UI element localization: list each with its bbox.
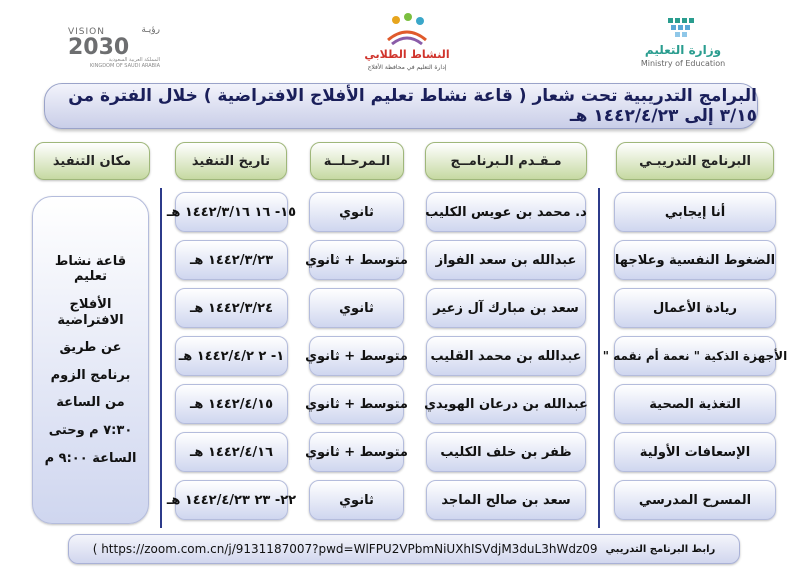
vision-ar-text: رؤيـة — [141, 25, 160, 35]
program-cell: الضغوط النفسية وعلاجها — [614, 240, 776, 280]
header-date: تاريخ التنفيذ — [175, 142, 287, 180]
execution-place-box — [32, 196, 149, 524]
presenter-cell: عبدالله بن سعد الفواز — [426, 240, 586, 280]
moe-en-text: Ministry of Education — [640, 59, 726, 68]
program-link-bar — [68, 534, 740, 564]
program-cell: أنا إيجابي — [614, 192, 776, 232]
presenter-cell: ظفر بن خلف الكليب — [426, 432, 586, 472]
activity-sub-text: إدارة التعليم في محافظة الأفلاج — [367, 64, 447, 71]
place-line: الساعة ٩:٠٠ م — [44, 450, 137, 466]
vision-en-text: VISION — [68, 27, 105, 37]
presenter-cell: عبدالله بن درعان الهويدي — [426, 384, 586, 424]
page-title: البرامج التدريبية تحت شعار ( قاعة نشاط تعليم الأفلاج الافتراضية ) خلال الفترة من ٣/١٥ إلى ١٤٤٢/٤/٢٣ هـ — [44, 83, 758, 129]
column-divider — [160, 188, 162, 528]
place-line: من الساعة — [56, 395, 125, 411]
place-line: قاعة نشاط تعليم — [54, 253, 127, 285]
student-activity-logo — [358, 10, 456, 72]
date-cell: ١٥- ١٦ ١٤٤٢/٣/١٦ هـ — [175, 192, 288, 232]
vision-2030-logo — [66, 22, 162, 68]
stage-cell: ثانوي — [309, 192, 404, 232]
program-cell: التغذية الصحية — [614, 384, 776, 424]
program-cell: المسرح المدرسي — [614, 480, 776, 520]
date-cell: ١٤٤٢/٣/٢٣ هـ — [175, 240, 288, 280]
date-cell: ٢٢- ٢٣ ١٤٤٢/٤/٢٣ هـ — [175, 480, 288, 520]
header-place: مكان التنفيذ — [34, 142, 150, 180]
date-cell: ١٤٤٢/٤/١٥ هـ — [175, 384, 288, 424]
activity-dot-icon — [392, 16, 400, 24]
column-divider — [598, 188, 600, 528]
program-cell: الأجهزة الذكية " نعمة أم نقمه " — [614, 336, 776, 376]
stage-cell: متوسط + ثانوي — [309, 240, 404, 280]
date-cell: ١٤٤٢/٣/٢٤ هـ — [175, 288, 288, 328]
stage-cell: متوسط + ثانوي — [309, 384, 404, 424]
date-cell: ١- ٢ ١٤٤٢/٤/٢ هـ — [175, 336, 288, 376]
stage-cell: متوسط + ثانوي — [309, 336, 404, 376]
zoom-link[interactable]: ( https://zoom.com.cn/j/9131187007?pwd=WlFPU2VPbmNiUXhISVdjM3duL3hWdz09 — [92, 542, 598, 556]
header-program: البرنامج التدريبـي — [616, 142, 774, 180]
presenter-cell: سعد بن صالح الماجد — [426, 480, 586, 520]
stage-cell: متوسط + ثانوي — [309, 432, 404, 472]
place-line: الأفلاج الافتراضية — [57, 297, 124, 328]
program-cell: الإسعافات الأولية — [614, 432, 776, 472]
presenter-cell: د. محمد بن عويس الكليب — [426, 192, 586, 232]
place-line: عن طريق — [59, 340, 122, 356]
program-cell: ريادة الأعمال — [614, 288, 776, 328]
header-presenter: مـقـدم الـبرنامــج — [425, 142, 587, 180]
moe-mark-icon — [668, 18, 694, 37]
ministry-of-education-logo — [628, 14, 738, 70]
link-label: رابط البرنامج التدريبي — [605, 543, 716, 555]
moe-ar-text: وزارة التعليم — [644, 43, 722, 57]
vision-sub2-text: KINGDOM OF SAUDI ARABIA — [89, 63, 160, 68]
header-stage: الـمرحـلــة — [310, 142, 404, 180]
stage-cell: ثانوي — [309, 288, 404, 328]
vision-year-text: 2030 — [68, 35, 130, 60]
activity-title-text: النشاط الطلابي — [364, 48, 450, 61]
date-cell: ١٤٤٢/٤/١٦ هـ — [175, 432, 288, 472]
vision-sub1-text: المملكة العربية السعودية — [108, 57, 160, 63]
place-line: برنامج الزوم — [50, 367, 131, 383]
presenter-cell: عبدالله بن محمد القليب — [426, 336, 586, 376]
presenter-cell: سعد بن مبارك آل زعير — [426, 288, 586, 328]
stage-cell: ثانوي — [309, 480, 404, 520]
place-line: ٧:٣٠ م وحتى — [48, 422, 133, 438]
